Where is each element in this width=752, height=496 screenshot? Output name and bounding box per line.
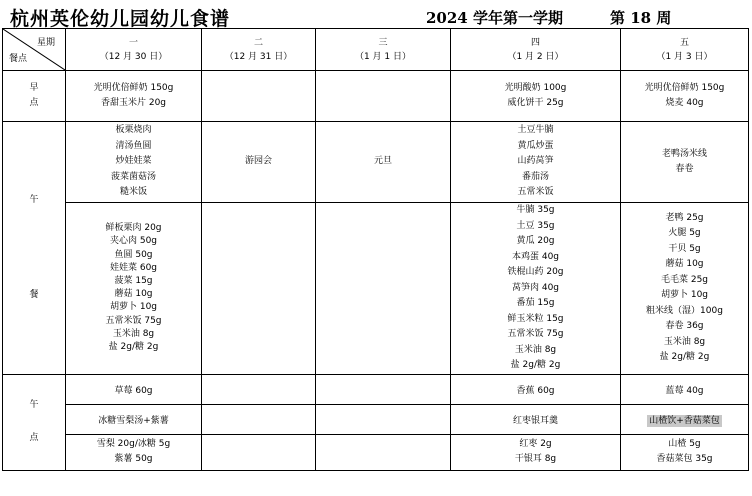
menu-line: 毛毛菜 25g	[660, 274, 709, 285]
menu-line: 番茄 15g	[516, 298, 555, 308]
snack-dish-cell: 红枣银耳羹	[451, 404, 621, 434]
menu-line: 春卷	[675, 164, 694, 174]
menu-line: 老鸭汤米线	[661, 148, 707, 159]
menu-line: 鱼圆 50g	[114, 249, 153, 260]
menu-line: 五常米饭 75g	[507, 329, 564, 339]
snack-fruit-cell	[202, 374, 316, 404]
menu-line: 本鸡蛋 40g	[511, 251, 560, 262]
day-header-mon: 一 （12 月 30 日）	[66, 29, 202, 71]
menu-line: 糙米饭	[119, 187, 147, 198]
menu-line: 玉米油 8g	[663, 336, 706, 347]
menu-line: 干贝 5g	[668, 243, 701, 254]
menu-line: 春卷 36g	[665, 321, 704, 332]
menu-line: 夹心肉 50g	[109, 236, 158, 247]
breakfast-cell	[316, 71, 451, 122]
breakfast-label: 早 点	[3, 71, 66, 122]
lunch-dishes-cell	[202, 122, 316, 203]
lunch-dishes-cell	[451, 122, 621, 203]
menu-line: 清汤鱼圆	[115, 140, 152, 151]
snack-ingredients-cell	[451, 434, 621, 470]
snack-fruit-cell: 香蕉 60g	[451, 374, 621, 404]
lunch-ingredients-cell	[202, 203, 316, 375]
menu-line: 玉米油 8g	[514, 344, 557, 355]
page-header	[0, 4, 752, 28]
menu-line: 牛腩 35g	[516, 205, 555, 215]
corner-cell	[3, 29, 66, 71]
menu-line: 紫薯 50g	[114, 454, 153, 464]
menu-line: 盐 2g/糖 2g	[108, 342, 159, 353]
menu-line: 盐 2g/糖 2g	[510, 360, 561, 370]
day-header-wed: 三 （1 月 1 日）	[316, 29, 451, 71]
menu-line: 光明酸奶 100g	[504, 82, 567, 93]
snack-ingredients-cell	[202, 434, 316, 470]
menu-line: 胡萝卜 10g	[109, 302, 158, 313]
lunch-dishes-cell	[66, 122, 202, 203]
breakfast-cell	[202, 71, 316, 122]
menu-line: 土豆牛腩	[517, 125, 554, 136]
lunch-ingredients-cell	[316, 203, 451, 375]
menu-line: 光明优倍鲜奶 150g	[644, 82, 725, 93]
menu-line: 老鸭 25g	[665, 212, 704, 223]
breakfast-row	[3, 71, 749, 122]
menu-line: 火腿 5g	[668, 228, 701, 239]
lunch-dishes-cell	[621, 122, 749, 203]
menu-line: 娃娃菜 60g	[109, 262, 158, 273]
day-header-tue: 二 （12 月 31 日）	[202, 29, 316, 71]
menu-line: 炒娃娃菜	[115, 156, 152, 167]
snack-dish-row	[3, 404, 749, 434]
lunch-dishes-row	[3, 122, 749, 203]
lunch-ingredients-cell	[621, 203, 749, 375]
snack-dish-cell	[621, 404, 749, 434]
menu-line: 山药莴笋	[517, 156, 554, 167]
menu-line: 胡萝卜 10g	[660, 290, 709, 301]
menu-line: 游园会	[244, 156, 272, 167]
menu-line: 蘑菇 10g	[665, 259, 704, 270]
menu-line: 黄瓜 20g	[516, 236, 555, 246]
page-title: 杭州英伦幼儿园幼儿食谱	[10, 8, 231, 30]
lunch-ingredients-row	[3, 203, 749, 375]
snack-ingredients-cell	[316, 434, 451, 470]
menu-line: 香菇菜包 35g	[656, 454, 713, 464]
snack-fruit-cell	[316, 374, 451, 404]
snack-fruit-cell: 蓝莓 40g	[621, 374, 749, 404]
lunch-ingredients-cell	[66, 203, 202, 375]
snack-fruit-cell: 草莓 60g	[66, 374, 202, 404]
menu-line: 鲜玉米粒 15g	[507, 313, 564, 324]
menu-line: 鲜板栗肉 20g	[105, 223, 162, 234]
menu-line: 光明优倍鲜奶 150g	[93, 82, 174, 93]
menu-line: 板栗烧肉	[115, 125, 152, 136]
menu-line: 香甜玉米片 20g	[100, 98, 167, 108]
lunch-ingredients-cell	[451, 203, 621, 375]
menu-line: 雪梨 20g/冰糖 5g	[96, 438, 171, 449]
menu-line: 粗米线（湿）100g	[646, 305, 723, 316]
lunch-dishes-cell	[316, 122, 451, 203]
highlighted-snack: 山楂饮+香菇菜包	[649, 415, 720, 426]
menu-line: 玉米油 8g	[112, 328, 155, 339]
snack-ingredients-cell	[621, 434, 749, 470]
menu-line: 蘑菇 10g	[114, 289, 153, 300]
day-header-fri: 五 （1 月 3 日）	[621, 29, 749, 71]
snack-fruit-row	[3, 374, 749, 404]
snack-dish-cell	[202, 404, 316, 434]
breakfast-cell	[66, 71, 202, 122]
corner-meal-label: 餐点	[9, 54, 28, 64]
menu-line: 土豆 35g	[516, 220, 555, 231]
menu-line: 菠菜 15g	[114, 276, 153, 287]
snack-dish-cell: 冰糖雪梨汤+紫薯	[66, 404, 202, 434]
term-label: 2024 学年第一学期	[426, 9, 563, 27]
snack-ingredients-row	[3, 434, 749, 470]
header-row	[3, 29, 749, 71]
menu-line: 菠菜菌菇汤	[110, 171, 156, 182]
menu-line: 红枣 2g	[519, 438, 552, 449]
menu-line: 五常米饭	[517, 187, 554, 198]
week-label: 第 18 周	[610, 9, 672, 27]
breakfast-cell	[621, 71, 749, 122]
menu-line: 干银耳 8g	[514, 454, 557, 464]
menu-line: 盐 2g/糖 2g	[659, 352, 710, 363]
menu-line: 黄瓜炒蛋	[517, 140, 554, 151]
menu-table	[2, 28, 749, 471]
menu-line: 莴笋肉 40g	[511, 282, 560, 293]
menu-line: 山楂 5g	[668, 438, 701, 449]
corner-week-label: 星期	[36, 38, 55, 48]
menu-line: 元旦	[373, 156, 392, 167]
snack-ingredients-cell	[66, 434, 202, 470]
menu-line: 烧麦 40g	[665, 98, 704, 108]
day-header-thu: 四 （1 月 2 日）	[451, 29, 621, 71]
menu-line: 五常米饭 75g	[105, 315, 162, 326]
breakfast-cell	[451, 71, 621, 122]
lunch-label: 午 餐	[3, 122, 66, 375]
menu-line: 威化饼干 25g	[507, 98, 564, 108]
menu-line: 番茄汤	[521, 171, 549, 182]
snack-dish-cell	[316, 404, 451, 434]
snack-label: 午 点	[3, 374, 66, 470]
menu-line: 铁棍山药 20g	[507, 267, 564, 277]
